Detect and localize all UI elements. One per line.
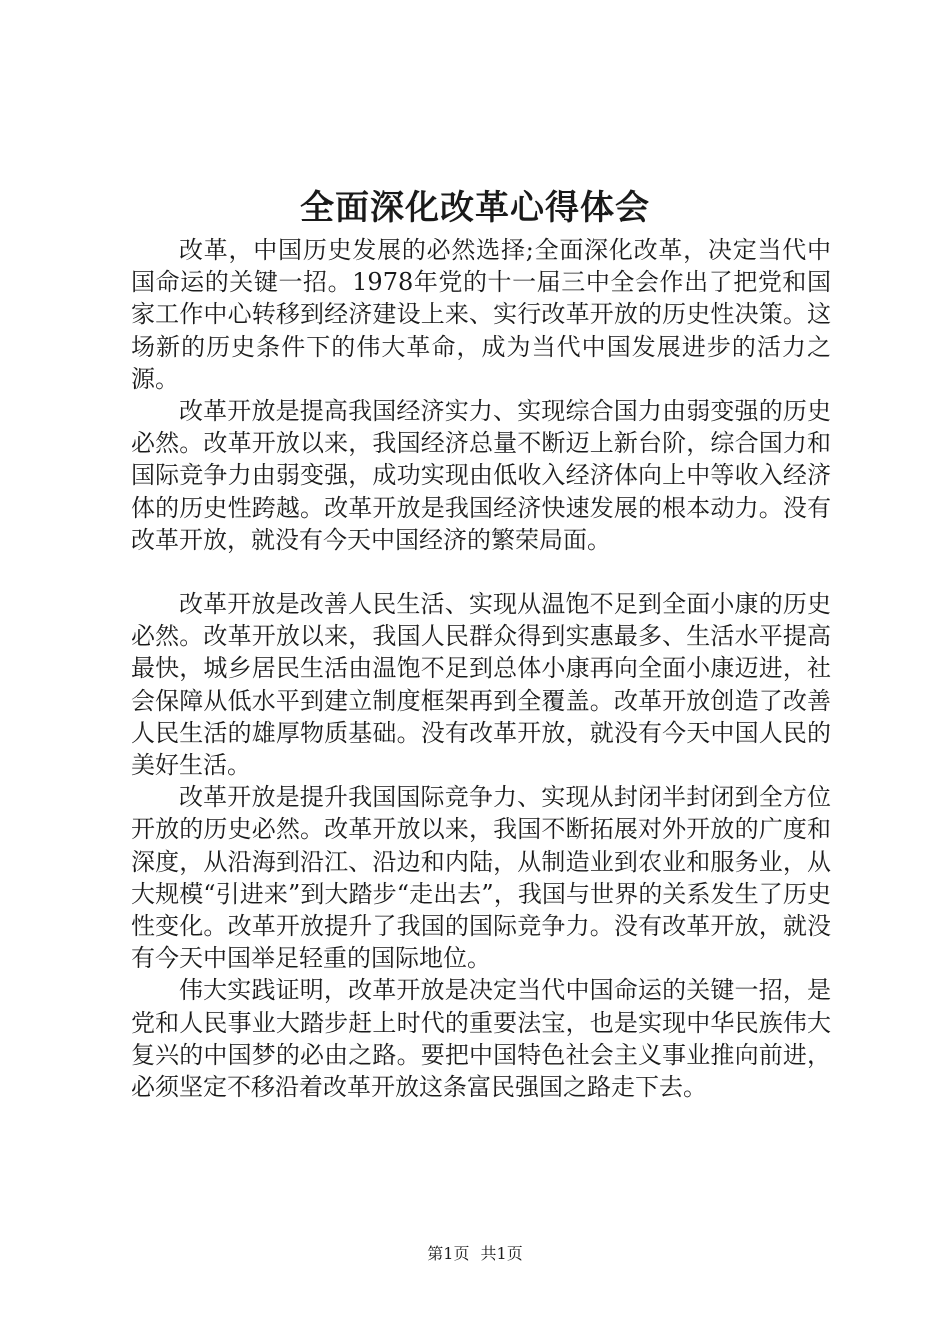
paragraph-3: 改革开放是改善人民生活、实现从温饱不足到全面小康的历史必然。改革开放以来，我国人民群众得到实惠最多、生活水平提高最快，城乡居民生活由温饱不足到总体小康再向全面小康迈进，社会保障从低水平到建立制度框架再到全覆盖。改革开放创造了改善人民生活的雄厚物质基础。没有改革开放，就没有今天中国人民的美好生活。 <box>131 590 831 780</box>
page-total: 共1页 <box>480 1244 523 1263</box>
page-footer <box>0 1242 950 1266</box>
paragraph-4: 改革开放是提升我国国际竞争力、实现从封闭半封闭到全方位开放的历史必然。改革开放以来，我国不断拓展对外开放的广度和深度，从沿海到沿江、沿边和内陆，从制造业到农业和服务业，从大规模“引进来”到大踏步“走出去”，我国与世界的关系发生了历史性变化。改革开放提升了我国的国际竞争力。没有改革开放，就没有今天中国举足轻重的国际地位。 <box>131 783 831 973</box>
page-number: 第1页 <box>427 1244 470 1263</box>
paragraph-1: 改革，中国历史发展的必然选择;全面深化改革，决定当代中国命运的关键一招。1978年党的十一届三中全会作出了把党和国家工作中心转移到经济建设上来、实行改革开放的历史性决策。这场新的历史条件下的伟大革命，成为当代中国发展进步的活力之源。 <box>131 236 831 393</box>
paragraph-5: 伟大实践证明，改革开放是决定当代中国命运的关键一招，是党和人民事业大踏步赶上时代的重要法宝，也是实现中华民族伟大复兴的中国梦的必由之路。要把中国特色社会主义事业推向前进，必须坚定不移沿着改革开放这条富民强国之路走下去。 <box>131 976 831 1102</box>
document-title: 全面深化改革心得体会 <box>300 188 650 228</box>
paragraph-2: 改革开放是提高我国经济实力、实现综合国力由弱变强的历史必然。改革开放以来，我国经济总量不断迈上新台阶，综合国力和国际竞争力由弱变强，成功实现由低收入经济体向上中等收入经济体的历史性跨越。改革开放是我国经济快速发展的根本动力。没有改革开放，就没有今天中国经济的繁荣局面。 <box>131 397 831 554</box>
document-body <box>131 234 831 1103</box>
